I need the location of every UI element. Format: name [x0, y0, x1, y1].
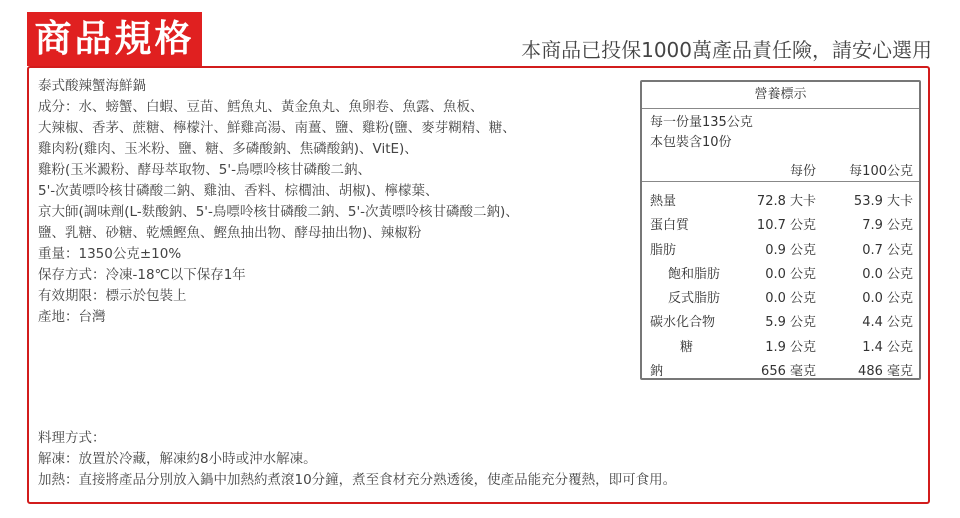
ingredients-line: 成分：水、螃蟹、白蝦、豆苗、鱈魚丸、黃金魚丸、魚卵卷、魚露、魚板、 — [38, 99, 484, 115]
nutrition-row-carbohydrate — [642, 309, 919, 333]
nutrient-label: 鈉 — [650, 364, 664, 380]
nutrition-column-headers — [642, 157, 919, 182]
product-name: 泰式酸辣蟹海鮮鍋 — [38, 78, 146, 94]
per-100g-value: 486 毫克 — [858, 364, 913, 380]
nutrition-row-fat — [642, 237, 919, 261]
nutrient-label: 飽和脂肪 — [668, 266, 721, 282]
per-100g-value: 0.7 公克 — [862, 242, 913, 258]
ingredients-line: 鹽、乳糖、砂糖、乾燻鰹魚、鰹魚抽出物、酵母抽出物)、辣椒粉 — [38, 225, 422, 241]
per-100g-value: 0.0 公克 — [862, 266, 913, 282]
nutrition-row-sugar — [642, 334, 919, 358]
nutrition-row-protein — [642, 212, 919, 236]
per-100g-value: 4.4 公克 — [862, 315, 913, 331]
per-serving-value: 72.8 大卡 — [756, 194, 816, 209]
nutrient-label: 脂肪 — [650, 242, 677, 258]
nutrition-row-sodium — [642, 358, 919, 382]
nutrient-label: 糖 — [680, 339, 694, 355]
nutrition-row-trans-fat — [642, 285, 919, 309]
weight: 重量：1350公克±10% — [38, 246, 182, 262]
per-serving-value: 0.0 公克 — [765, 291, 816, 307]
ingredients-line: 雞粉(玉米澱粉、酵母萃取物、5'-鳥嘌呤核甘磷酸二鈉、 — [38, 162, 371, 178]
cooking-instructions — [38, 428, 918, 491]
nutrition-rows — [642, 182, 919, 382]
nutrition-title: 營養標示 — [642, 82, 919, 109]
nutrient-label: 反式脂肪 — [668, 291, 721, 307]
nutrition-row-energy — [642, 188, 919, 212]
nutrient-label: 碳水化合物 — [650, 315, 716, 331]
serving-size: 每一份量135公克 — [650, 115, 753, 130]
serving-info — [642, 109, 919, 153]
per-serving-value: 0.0 公克 — [765, 266, 816, 282]
per-serving-value: 5.9 公克 — [765, 315, 816, 331]
col-per-100g: 每100公克 — [849, 164, 913, 179]
origin: 產地：台灣 — [38, 309, 106, 325]
per-100g-value: 7.9 公克 — [862, 218, 913, 234]
servings-per-pack: 本包裝含10份 — [650, 135, 732, 150]
per-100g-value: 53.9 大卡 — [853, 194, 913, 209]
ingredients-line: 大辣椒、香茅、蔗糖、檸檬汁、鮮雞高湯、南薑、鹽、雞粉(鹽、麥芽糊精、糖、 — [38, 120, 516, 136]
thaw-instruction: 解凍：放置於冷藏，解凍約8小時或沖水解凍。 — [38, 451, 317, 467]
insurance-note: 本商品已投保1000萬產品責任險，請安心選用 — [521, 38, 932, 62]
ingredients-line: 雞肉粉(雞肉、玉米粉、鹽、糖、多磷酸鈉、焦磷酸鈉)、VitE)、 — [38, 141, 418, 157]
expiry: 有效期限：標示於包裝上 — [38, 288, 187, 304]
nutrition-row-saturated-fat — [642, 261, 919, 285]
per-100g-value: 1.4 公克 — [862, 339, 913, 355]
per-100g-value: 0.0 公克 — [862, 291, 913, 307]
per-serving-value: 656 毫克 — [761, 364, 816, 380]
spec-details — [38, 76, 628, 328]
per-serving-value: 0.9 公克 — [765, 242, 816, 258]
nutrient-label: 蛋白質 — [650, 218, 690, 234]
cooking-title: 料理方式： — [38, 430, 106, 446]
col-per-serving: 每份 — [789, 164, 816, 179]
per-serving-value: 1.9 公克 — [765, 339, 816, 355]
nutrition-table — [640, 80, 921, 380]
storage: 保存方式：冷凍-18℃以下保存1年 — [38, 267, 246, 283]
nutrient-label: 熱量 — [650, 194, 677, 209]
spec-title-badge: 商品規格 — [27, 12, 202, 66]
ingredients-line: 京大師(調味劑(L-麩酸鈉、5'-鳥嘌呤核甘磷酸二鈉、5'-次黃嘌呤核甘磷酸二鈉)、 — [38, 204, 519, 220]
per-serving-value: 10.7 公克 — [756, 218, 816, 234]
ingredients-line: 5'-次黃嘌呤核甘磷酸二鈉、雞油、香料、棕櫚油、胡椒)、檸檬葉、 — [38, 183, 439, 199]
heat-instruction: 加熱：直接將產品分別放入鍋中加熱約煮滾10分鐘，煮至食材充分熟透後，使產品能充分覆熱，即可食用。 — [38, 472, 677, 488]
